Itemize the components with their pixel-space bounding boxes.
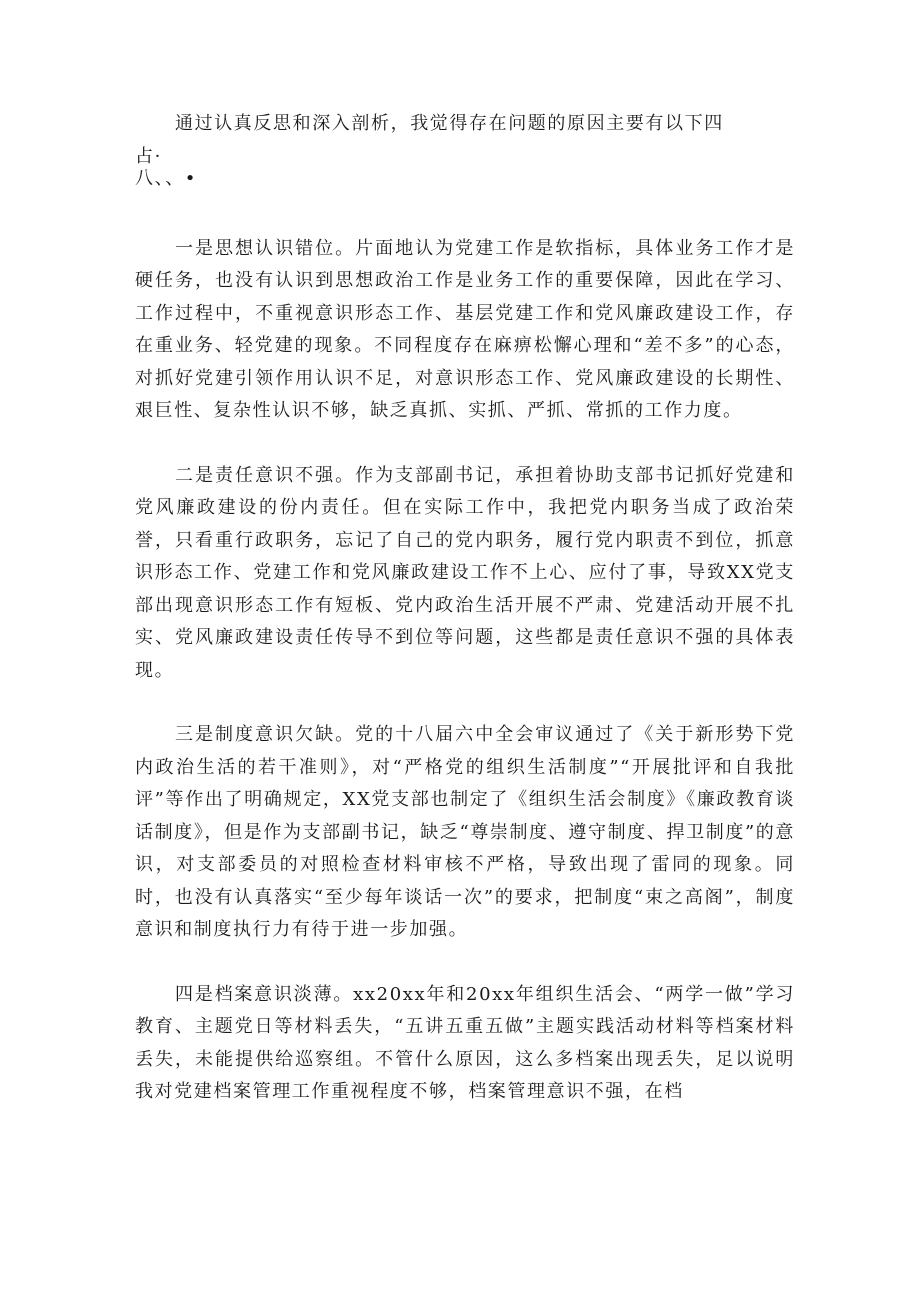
paragraph-ideology: 一是思想认识错位。片面地认为党建工作是软指标，具体业务工作才是硬任务，也没有认识到思想政治工作是业务工作的重要保障，因此在学习、工作过程中，不重视意识形态工作、基层党建工作和党风廉政建设工作，存在重业务、轻党建的现象。不同程度存在麻痹松懈心理和“差不多”的心态，对抓好党建引领作用认识不足，对意识形态工作、党风廉政建设的长期性、艰巨性、复杂性认识不够，缺乏真抓、实抓、严抓、常抓的工作力度。 [135,237,795,421]
ocr-fragment-1: 占· [135,145,162,167]
ocr-fragment-2: 八、、• [135,167,198,189]
intro-paragraph: 通过认真反思和深入剖析，我觉得存在问题的原因主要有以下四 [175,113,724,134]
paragraph-archive: 四是档案意识淡薄。xx20xx年和20xx年组织生活会、“两学一做”学习教育、主题党日等材料丢失，“五讲五重五做”主题实践活动材料等档案材料丢失，未能提供给巡察组。不管什么原因，这么多档案出现丢失，足以说明我对党建档案管理工作重视程度不够，档案管理意识不强，在档 [135,983,795,1102]
document-body [135,108,795,1109]
paragraph-responsibility: 二是责任意识不强。作为支部副书记，承担着协助支部书记抓好党建和党风廉政建设的份内责任。但在实际工作中，我把党内职务当成了政治荣誉，只看重行政职务，忘记了自己的党内职务，履行党内职责不到位，抓意识形态工作、党建工作和党风廉政建设工作不上心、应付了事，导致XX党支部出现意识形态工作有短板、党内政治生活开展不严肃、党建活动开展不扎实、党风廉政建设责任传导不到位等问题，这些都是责任意识不强的具体表现。 [135,464,795,681]
paragraph-system: 三是制度意识欠缺。党的十八届六中全会审议通过了《关于新形势下党内政治生活的若干准则》，对“严格党的组织生活制度”“开展批评和自我批评”等作出了明确规定，XX党支部也制定了《组织生活会制度》《廉政教育谈话制度》，但是作为支部副书记，缺乏“尊崇制度、遵守制度、捍卫制度”的意识，对支部委员的对照检查材料审核不严格，导致出现了雷同的现象。同时，也没有认真落实“至少每年谈话一次”的要求，把制度“束之高阁”，制度意识和制度执行力有待于进一步加强。 [135,724,795,940]
